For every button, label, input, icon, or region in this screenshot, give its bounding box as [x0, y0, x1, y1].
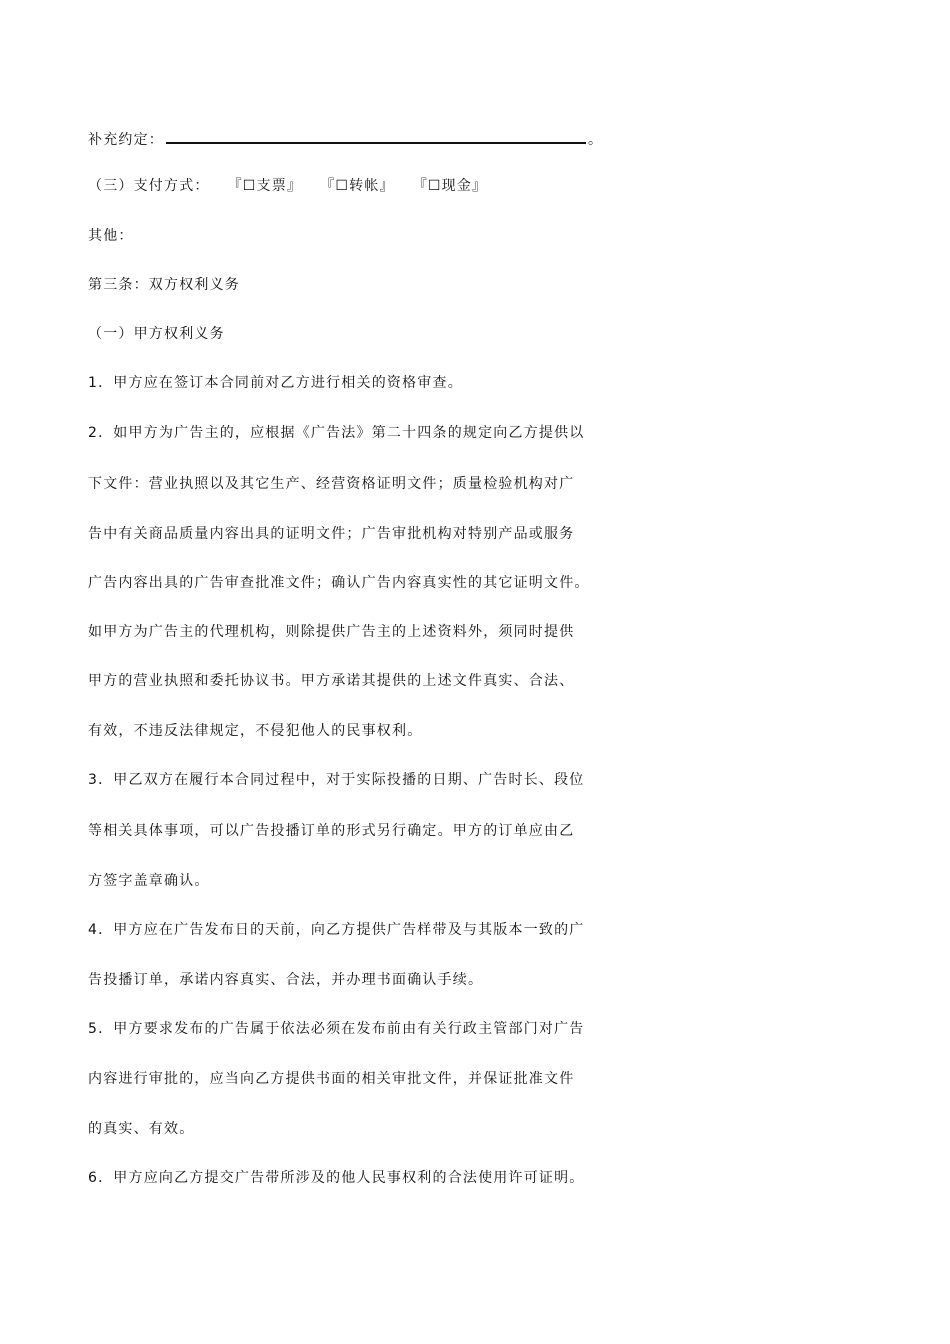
paragraph-line: 内容进行审批的，应当向乙方提供书面的相关审批文件，并保证批准文件	[88, 1071, 575, 1087]
paragraph-line: 的真实、有效。	[88, 1121, 195, 1137]
payment-option-check[interactable]: 『☐支票』	[227, 178, 303, 194]
paragraph-line: 如甲方为广告主的代理机构，则除提供广告主的上述资料外，须同时提供	[88, 624, 575, 640]
paragraph-line: 等相关具体事项，可以广告投播订单的形式另行确定。甲方的订单应由乙	[88, 823, 575, 839]
supplement-label: 补充约定：	[88, 132, 164, 148]
payment-line	[88, 171, 888, 201]
supplement-end: 。	[588, 132, 604, 148]
paragraph-line: 5．甲方要求发布的广告属于依法必须在发布前由有关行政主管部门对广告	[88, 1021, 585, 1037]
paragraph-line: 广告内容出具的广告审查批准文件；确认广告内容真实性的其它证明文件。	[88, 575, 590, 591]
paragraph-line: 告中有关商品质量内容出具的证明文件；广告审批机构对特别产品或服务	[88, 526, 575, 542]
article3-title: 第三条：双方权利义务	[88, 277, 240, 293]
payment-option-cash[interactable]: 『☐现金』	[412, 178, 488, 194]
paragraph-line: 方签字盖章确认。	[88, 873, 210, 889]
section1-title: （一）甲方权利义务	[88, 326, 225, 342]
supplement-blank-field[interactable]	[166, 120, 586, 144]
payment-label: （三）支付方式：	[88, 178, 210, 194]
paragraph-line: 甲方的营业执照和委托协议书。甲方承诺其提供的上述文件真实、合法、	[88, 673, 575, 689]
paragraph-line: 有效，不违反法律规定，不侵犯他人的民事权利。	[88, 723, 423, 739]
other-line: 其他：	[88, 228, 134, 244]
paragraph-line: 2．如甲方为广告主的，应根据《广告法》第二十四条的规定向乙方提供以	[88, 425, 585, 441]
paragraph-line: 1．甲方应在签订本合同前对乙方进行相关的资格审查。	[88, 375, 463, 391]
paragraph-line: 3．甲乙双方在履行本合同过程中，对于实际投播的日期、广告时长、段位	[88, 772, 585, 788]
paragraph-line: 4．甲方应在广告发布日的天前，向乙方提供广告样带及与其版本一致的广	[88, 922, 585, 938]
payment-option-transfer[interactable]: 『☐转帐』	[320, 178, 395, 194]
paragraph-line: 下文件：营业执照以及其它生产、经营资格证明文件；质量检验机构对广	[88, 476, 575, 492]
supplement-line	[88, 120, 888, 155]
paragraph-line: 6．甲方应向乙方提交广告带所涉及的他人民事权利的合法使用许可证明。	[88, 1170, 585, 1186]
paragraph-line: 告投播订单，承诺内容真实、合法，并办理书面确认手续。	[88, 972, 484, 988]
